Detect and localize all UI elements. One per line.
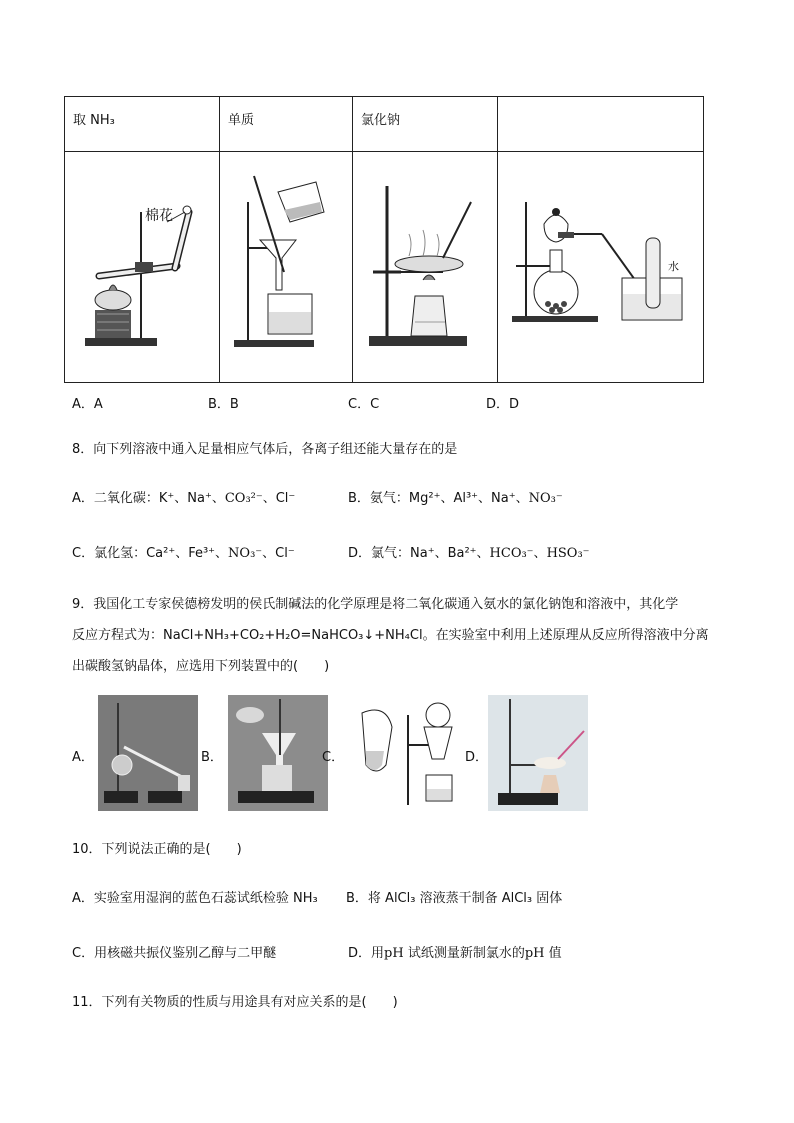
table-header-cell [65,97,220,152]
q8-option-a[interactable] [72,487,295,506]
q9-line3: 出碳酸氢钠晶体，应选用下列装置中的( ) [72,659,330,674]
q10-d-mid: 试纸测量新制氯水的 [403,946,525,961]
apparatus-a-cell [65,152,220,383]
apparatus-d-cell [498,152,704,383]
apparatus-c-cell [353,152,498,383]
q7-option-a[interactable]: A．A [72,397,103,412]
q8-a-suffix: 、Cl⁻ [262,491,296,506]
q8-a-ion: CO₃²⁻ [224,491,263,506]
evaporation-apparatus-image [488,695,588,811]
apparatus-d-drawing [498,152,704,382]
q9-photo-b-filtration [228,695,328,811]
q8-d-prefix: D．氯气：Na⁺、Ba²⁺、 [348,546,490,561]
q9-line1: 9．我国化工专家侯德榜发明的侯氏制碱法的化学原理是将二氧化碳通入氨水的氯化钠饱和溶液中，其化学 [72,597,679,612]
apparatus-c-drawing [353,152,497,382]
apparatus-b-drawing [220,152,352,382]
q8-c-suffix: 、Cl⁻ [262,546,295,561]
apparatus-table [64,96,704,383]
q9-drawing-c-separation [346,695,474,811]
header-element: 单质 [228,113,255,128]
header-nacl: 氯化钠 [361,113,401,128]
q9-label-d[interactable]: D． [465,750,489,765]
distillation-apparatus-image [98,695,198,811]
q9-label-b[interactable]: B． [201,750,223,765]
q9-label-c[interactable]: C． [322,750,345,765]
header-take-nh3: 取 NH₃ [73,113,115,128]
q10-d-ph1: pH [384,946,404,961]
separating-funnel-drawing [346,695,474,811]
q8-option-c[interactable] [72,542,295,561]
q8-a-prefix: A．二氧化碳：K⁺、Na⁺、 [72,491,225,506]
table-header-cell [220,97,353,152]
apparatus-a-drawing [65,152,219,382]
q7-option-d[interactable]: D．D [486,397,520,412]
apparatus-b-cell [220,152,353,383]
cotton-label: 棉花 [145,208,173,224]
table-header-cell [498,97,704,152]
q8-d-ion2: HSO₃⁻ [546,546,590,561]
table-header-cell [353,97,498,152]
q10-d-prefix: D．用 [348,946,385,961]
q10-option-c[interactable]: C．用核磁共振仪鉴别乙醇与二甲醚 [72,946,277,961]
q10-option-a[interactable]: A．实验室用湿润的蓝色石蕊试纸检验 NH₃ [72,891,318,906]
q8-c-ion: NO₃⁻ [228,546,263,561]
filtration-apparatus-image [228,695,328,811]
q8-d-ion1: HCO₃⁻ [489,546,534,561]
q8-stem: 8．向下列溶液中通入足量相应气体后，各离子组还能大量存在的是 [72,442,458,457]
q7-option-c[interactable]: C．C [348,397,380,412]
water-label: 水 [668,260,679,273]
q7-option-b[interactable]: B．B [208,397,239,412]
q8-d-sep: 、 [533,546,547,561]
q9-photo-d-evaporation [488,695,588,811]
q8-option-b[interactable] [348,487,563,506]
q9-label-a[interactable]: A． [72,750,94,765]
q10-option-d[interactable] [348,942,562,961]
q8-b-ion: NO₃⁻ [528,491,563,506]
q8-c-prefix: C．氯化氢：Ca²⁺、Fe³⁺、 [72,546,229,561]
header-empty [498,97,703,109]
q10-stem: 10．下列说法正确的是( ) [72,842,242,857]
q10-d-ph2: pH [524,946,545,961]
q9-photo-a-distillation [98,695,198,811]
q8-b-prefix: B．氨气：Mg²⁺、Al³⁺、Na⁺、 [348,491,529,506]
q8-option-d[interactable] [348,542,590,561]
q10-option-b[interactable]: B．将 AlCl₃ 溶液蒸干制备 AlCl₃ 固体 [346,891,563,906]
q9-line2: 反应方程式为：NaCl+NH₃+CO₂+H₂O=NaHCO₃↓+NH₄Cl。在实验室中利用上述原理从反应所得溶液中分离 [72,628,709,643]
q10-d-suffix: 值 [544,946,562,961]
q11-stem: 11．下列有关物质的性质与用途具有对应关系的是( ) [72,995,398,1010]
